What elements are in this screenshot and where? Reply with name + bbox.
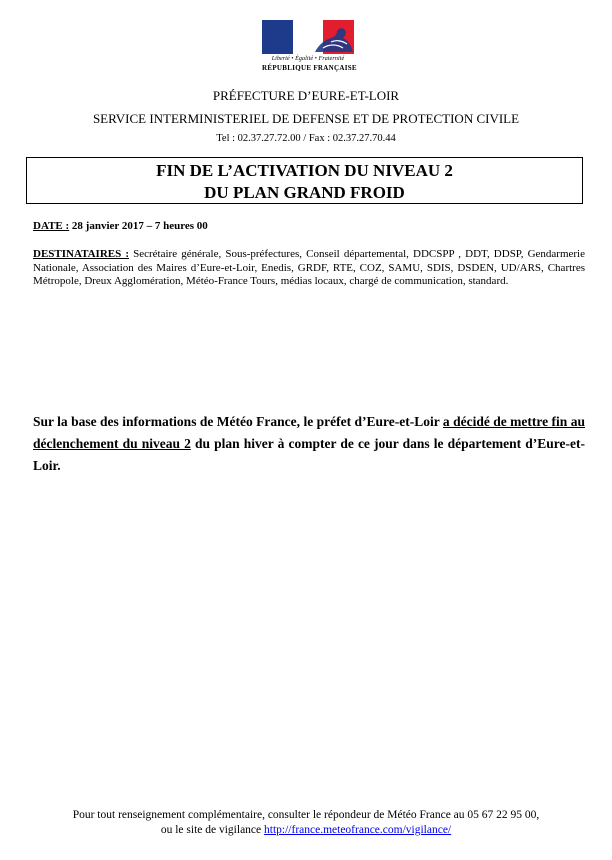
republique-francaise-logo — [262, 20, 357, 72]
announcement-part-1: Sur la base des informations de Météo France, le préfet d’Eure-et-Loir — [33, 414, 443, 429]
title-line-2: DU PLAN GRAND FROID — [204, 183, 405, 202]
marianne-icon — [313, 22, 365, 54]
logo-republic: RÉPUBLIQUE FRANÇAISE — [262, 64, 357, 72]
recipients-value: Secrétaire générale, Sous-préfectures, Conseil départemental, DDCSPP , DDT, DDSP, Gendarmerie Nationale, Association des Maires d’Eure-et-Loir, Enedis, GRDF, RTE, COZ, SAMU, SDIS, DSDEN, UD/ARS, Chartres Métropole, Dreux Agglomération, Météo-France Tours, médias locaux, chargé de communication, standard. — [33, 248, 585, 287]
logo-motto: Liberté • Égalité • Fraternité — [271, 56, 345, 62]
vigilance-link[interactable]: http://france.meteofrance.com/vigilance/ — [264, 824, 452, 836]
footer — [0, 808, 612, 838]
contact-line: Tel : 02.37.27.72.00 / Fax : 02.37.27.70.44 — [216, 133, 396, 144]
french-flag-icon — [262, 20, 354, 54]
date-value: 28 janvier 2017 – 7 heures 00 — [69, 220, 208, 232]
date-label: DATE : — [33, 220, 70, 232]
prefecture-heading: PRÉFECTURE D’EURE-ET-LOIR — [212, 88, 400, 103]
recipients-label: DESTINATAIRES : — [33, 248, 130, 260]
service-heading: SERVICE INTERMINISTERIEL DE DEFENSE ET DE PROTECTION CIVILE — [92, 111, 520, 126]
announcement-highlight: a décidé de mettre fin au déclenchement du niveau 2 — [33, 414, 585, 451]
footer-line-2 — [0, 823, 612, 838]
announcement-paragraph — [33, 411, 585, 477]
date-line — [33, 220, 208, 232]
document-title — [26, 157, 583, 204]
footer-line-2-prefix: ou le site de vigilance — [160, 824, 265, 836]
recipients-paragraph — [33, 248, 585, 289]
title-line-1: FIN DE L’ACTIVATION DU NIVEAU 2 — [156, 161, 453, 180]
footer-line-1: Pour tout renseignement complémentaire, consulter le répondeur de Météo France au 05 67 22 95 00, — [72, 809, 540, 821]
announcement-part-2: du plan hiver à compter de ce jour dans le département d’Eure-et-Loir. — [33, 436, 585, 473]
